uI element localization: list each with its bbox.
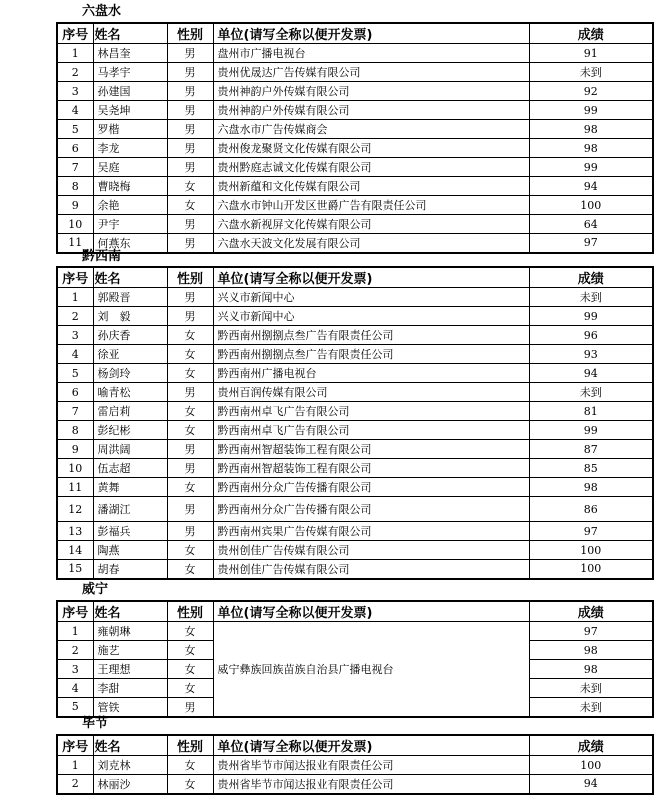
table-row xyxy=(57,440,653,459)
table-liupanshui xyxy=(56,22,654,254)
person-name: 雍朝琳 xyxy=(93,622,167,641)
unit-name: 六盘水天波文化发展有限公司 xyxy=(213,234,529,253)
gender: 男 xyxy=(167,383,213,402)
header-row xyxy=(57,23,653,44)
gender: 女 xyxy=(167,560,213,579)
gender: 男 xyxy=(167,497,213,522)
table-row xyxy=(57,288,653,307)
unit-name: 黔西南州捌捌点叁广告有限责任公司 xyxy=(213,326,529,345)
score: 87 xyxy=(529,440,653,459)
row-number: 6 xyxy=(57,139,93,158)
header-row xyxy=(57,267,653,288)
table-row xyxy=(57,756,653,775)
gender: 男 xyxy=(167,307,213,326)
section-title-qianxinan: 黔西南 xyxy=(82,249,122,264)
header-no: 序号 xyxy=(57,735,93,756)
unit-name: 兴义市新闻中心 xyxy=(213,307,529,326)
gender: 女 xyxy=(167,196,213,215)
person-name: 吴尧坤 xyxy=(93,101,167,120)
gender: 女 xyxy=(167,541,213,560)
table-qianxinan xyxy=(56,266,654,580)
row-number: 10 xyxy=(57,459,93,478)
gender: 女 xyxy=(167,660,213,679)
table-row xyxy=(57,139,653,158)
score: 96 xyxy=(529,326,653,345)
row-number: 7 xyxy=(57,158,93,177)
header-score: 成绩 xyxy=(529,267,653,288)
person-name: 施艺 xyxy=(93,641,167,660)
person-name: 曹晓梅 xyxy=(93,177,167,196)
row-number: 2 xyxy=(57,641,93,660)
gender: 女 xyxy=(167,622,213,641)
row-number: 6 xyxy=(57,383,93,402)
table-row xyxy=(57,215,653,234)
table-row xyxy=(57,307,653,326)
score: 91 xyxy=(529,44,653,63)
unit-name: 贵州优晟达广告传媒有限公司 xyxy=(213,63,529,82)
header-sex: 性别 xyxy=(167,23,213,44)
table-row xyxy=(57,402,653,421)
unit-name: 贵州省毕节市闻达报业有限责任公司 xyxy=(213,756,529,775)
unit-name: 黔西南州分众广告传播有限公司 xyxy=(213,478,529,497)
section-title-bijie: 毕节 xyxy=(82,716,109,731)
header-sex: 性别 xyxy=(167,601,213,622)
score: 100 xyxy=(529,196,653,215)
unit-name: 黔西南州宾果广告传媒有限公司 xyxy=(213,522,529,541)
row-number: 3 xyxy=(57,660,93,679)
row-number: 14 xyxy=(57,541,93,560)
row-number: 5 xyxy=(57,364,93,383)
unit-name: 兴义市新闻中心 xyxy=(213,288,529,307)
header-name: 姓名 xyxy=(93,267,167,288)
score: 94 xyxy=(529,177,653,196)
gender: 男 xyxy=(167,139,213,158)
row-number: 7 xyxy=(57,402,93,421)
score: 85 xyxy=(529,459,653,478)
person-name: 杨剑玲 xyxy=(93,364,167,383)
person-name: 周洪阔 xyxy=(93,440,167,459)
person-name: 彭福兵 xyxy=(93,522,167,541)
gender: 男 xyxy=(167,234,213,253)
person-name: 马孝宇 xyxy=(93,63,167,82)
score: 98 xyxy=(529,641,653,660)
header-unit: 单位(请写全称以便开发票) xyxy=(213,735,529,756)
header-score: 成绩 xyxy=(529,601,653,622)
header-unit: 单位(请写全称以便开发票) xyxy=(213,267,529,288)
row-number: 2 xyxy=(57,307,93,326)
row-number: 15 xyxy=(57,560,93,579)
score: 92 xyxy=(529,82,653,101)
row-number: 4 xyxy=(57,101,93,120)
person-name: 吴庭 xyxy=(93,158,167,177)
person-name: 李甜 xyxy=(93,679,167,698)
table-row xyxy=(57,421,653,440)
header-no: 序号 xyxy=(57,267,93,288)
header-no: 序号 xyxy=(57,23,93,44)
person-name: 雷启莉 xyxy=(93,402,167,421)
person-name: 潘湖江 xyxy=(93,497,167,522)
person-name: 胡春 xyxy=(93,560,167,579)
score: 98 xyxy=(529,120,653,139)
person-name: 林丽沙 xyxy=(93,775,167,794)
score: 未到 xyxy=(529,63,653,82)
score: 64 xyxy=(529,215,653,234)
gender: 女 xyxy=(167,679,213,698)
unit-name: 黔西南州智超装饰工程有限公司 xyxy=(213,440,529,459)
gender: 女 xyxy=(167,177,213,196)
table-row xyxy=(57,101,653,120)
table-row xyxy=(57,478,653,497)
gender: 男 xyxy=(167,440,213,459)
table-row xyxy=(57,234,653,253)
gender: 女 xyxy=(167,641,213,660)
row-number: 11 xyxy=(57,478,93,497)
person-name: 林昌奎 xyxy=(93,44,167,63)
row-number: 5 xyxy=(57,120,93,139)
score: 97 xyxy=(529,622,653,641)
gender: 女 xyxy=(167,345,213,364)
person-name: 徐亚 xyxy=(93,345,167,364)
table-weining xyxy=(56,600,654,718)
score: 94 xyxy=(529,775,653,794)
gender: 男 xyxy=(167,82,213,101)
score: 97 xyxy=(529,522,653,541)
row-number: 3 xyxy=(57,326,93,345)
table-row xyxy=(57,775,653,794)
unit-name: 黔西南州卓飞广告有限公司 xyxy=(213,421,529,440)
gender: 女 xyxy=(167,478,213,497)
table-row xyxy=(57,63,653,82)
gender: 女 xyxy=(167,421,213,440)
row-number: 5 xyxy=(57,698,93,717)
table-row xyxy=(57,158,653,177)
table-row xyxy=(57,459,653,478)
score: 未到 xyxy=(529,383,653,402)
unit-name: 贵州百润传媒有限公司 xyxy=(213,383,529,402)
score: 未到 xyxy=(529,288,653,307)
table-row xyxy=(57,364,653,383)
header-score: 成绩 xyxy=(529,735,653,756)
gender: 男 xyxy=(167,288,213,307)
table-row xyxy=(57,622,653,641)
person-name: 彭纪彬 xyxy=(93,421,167,440)
row-number: 8 xyxy=(57,421,93,440)
header-score: 成绩 xyxy=(529,23,653,44)
header-name: 姓名 xyxy=(93,735,167,756)
person-name: 余艳 xyxy=(93,196,167,215)
person-name: 何燕东 xyxy=(93,234,167,253)
unit-name: 贵州俊龙聚贤文化传媒有限公司 xyxy=(213,139,529,158)
row-number: 8 xyxy=(57,177,93,196)
person-name: 管铁 xyxy=(93,698,167,717)
person-name: 陶燕 xyxy=(93,541,167,560)
row-number: 9 xyxy=(57,440,93,459)
unit-name: 黔西南州卓飞广告有限公司 xyxy=(213,402,529,421)
unit-name: 贵州创佳广告传媒有限公司 xyxy=(213,541,529,560)
score: 98 xyxy=(529,660,653,679)
row-number: 1 xyxy=(57,756,93,775)
score: 99 xyxy=(529,307,653,326)
row-number: 1 xyxy=(57,44,93,63)
row-number: 2 xyxy=(57,775,93,794)
person-name: 孙庆香 xyxy=(93,326,167,345)
unit-name: 贵州创佳广告传媒有限公司 xyxy=(213,560,529,579)
table-row xyxy=(57,44,653,63)
person-name: 尹宇 xyxy=(93,215,167,234)
table-row xyxy=(57,345,653,364)
score: 97 xyxy=(529,234,653,253)
unit-name: 黔西南州智超装饰工程有限公司 xyxy=(213,459,529,478)
table-row xyxy=(57,326,653,345)
row-number: 9 xyxy=(57,196,93,215)
header-row xyxy=(57,601,653,622)
unit-name: 六盘水新视屏文化传媒有限公司 xyxy=(213,215,529,234)
row-number: 1 xyxy=(57,622,93,641)
header-unit: 单位(请写全称以便开发票) xyxy=(213,23,529,44)
score: 99 xyxy=(529,101,653,120)
person-name: 郭殿晋 xyxy=(93,288,167,307)
table-row xyxy=(57,196,653,215)
unit-name: 黔西南州捌捌点叁广告有限责任公司 xyxy=(213,345,529,364)
row-number: 12 xyxy=(57,497,93,522)
header-no: 序号 xyxy=(57,601,93,622)
person-name: 喻青松 xyxy=(93,383,167,402)
row-number: 4 xyxy=(57,679,93,698)
score: 98 xyxy=(529,478,653,497)
score: 98 xyxy=(529,139,653,158)
header-name: 姓名 xyxy=(93,23,167,44)
person-name: 刘克林 xyxy=(93,756,167,775)
table-row xyxy=(57,522,653,541)
unit-name-merged: 威宁彝族回族苗族自治县广播电视台 xyxy=(213,622,529,717)
score: 99 xyxy=(529,158,653,177)
gender: 女 xyxy=(167,775,213,794)
gender: 男 xyxy=(167,698,213,717)
table-bijie xyxy=(56,734,654,795)
unit-name: 六盘水市钟山开发区世爵广告有限责任公司 xyxy=(213,196,529,215)
gender: 男 xyxy=(167,215,213,234)
unit-name: 贵州省毕节市闻达报业有限责任公司 xyxy=(213,775,529,794)
person-name: 罗楷 xyxy=(93,120,167,139)
score: 86 xyxy=(529,497,653,522)
person-name: 黄舞 xyxy=(93,478,167,497)
header-row xyxy=(57,735,653,756)
person-name: 王理想 xyxy=(93,660,167,679)
gender: 女 xyxy=(167,756,213,775)
table-row xyxy=(57,560,653,579)
gender: 男 xyxy=(167,44,213,63)
gender: 男 xyxy=(167,522,213,541)
score: 100 xyxy=(529,541,653,560)
person-name: 孙建国 xyxy=(93,82,167,101)
row-number: 13 xyxy=(57,522,93,541)
table-row xyxy=(57,541,653,560)
score: 100 xyxy=(529,560,653,579)
section-title-weining: 威宁 xyxy=(82,582,109,597)
unit-name: 黔西南州广播电视台 xyxy=(213,364,529,383)
score: 81 xyxy=(529,402,653,421)
table-row xyxy=(57,383,653,402)
row-number: 10 xyxy=(57,215,93,234)
unit-name: 贵州神韵户外传媒有限公司 xyxy=(213,101,529,120)
score: 未到 xyxy=(529,679,653,698)
table-row xyxy=(57,120,653,139)
unit-name: 六盘水市广告传媒商会 xyxy=(213,120,529,139)
row-number: 11 xyxy=(57,234,93,253)
gender: 男 xyxy=(167,101,213,120)
unit-name: 盘州市广播电视台 xyxy=(213,44,529,63)
header-sex: 性别 xyxy=(167,735,213,756)
gender: 男 xyxy=(167,158,213,177)
gender: 女 xyxy=(167,402,213,421)
unit-name: 贵州新蕴和文化传媒有限公司 xyxy=(213,177,529,196)
gender: 女 xyxy=(167,326,213,345)
section-title-liupanshui: 六盘水 xyxy=(82,4,122,19)
person-name: 伍志超 xyxy=(93,459,167,478)
gender: 女 xyxy=(167,364,213,383)
table-row xyxy=(57,497,653,522)
header-name: 姓名 xyxy=(93,601,167,622)
score: 94 xyxy=(529,364,653,383)
header-sex: 性别 xyxy=(167,267,213,288)
row-number: 3 xyxy=(57,82,93,101)
row-number: 2 xyxy=(57,63,93,82)
score: 100 xyxy=(529,756,653,775)
unit-name: 贵州黔庭志诚文化传媒有限公司 xyxy=(213,158,529,177)
unit-name: 贵州神韵户外传媒有限公司 xyxy=(213,82,529,101)
row-number: 1 xyxy=(57,288,93,307)
gender: 男 xyxy=(167,63,213,82)
score: 99 xyxy=(529,421,653,440)
score: 93 xyxy=(529,345,653,364)
table-row xyxy=(57,177,653,196)
person-name: 刘 毅 xyxy=(93,307,167,326)
gender: 男 xyxy=(167,459,213,478)
person-name: 李龙 xyxy=(93,139,167,158)
unit-name: 黔西南州分众广告传播有限公司 xyxy=(213,497,529,522)
table-row xyxy=(57,82,653,101)
score: 未到 xyxy=(529,698,653,717)
row-number: 4 xyxy=(57,345,93,364)
header-unit: 单位(请写全称以便开发票) xyxy=(213,601,529,622)
gender: 男 xyxy=(167,120,213,139)
